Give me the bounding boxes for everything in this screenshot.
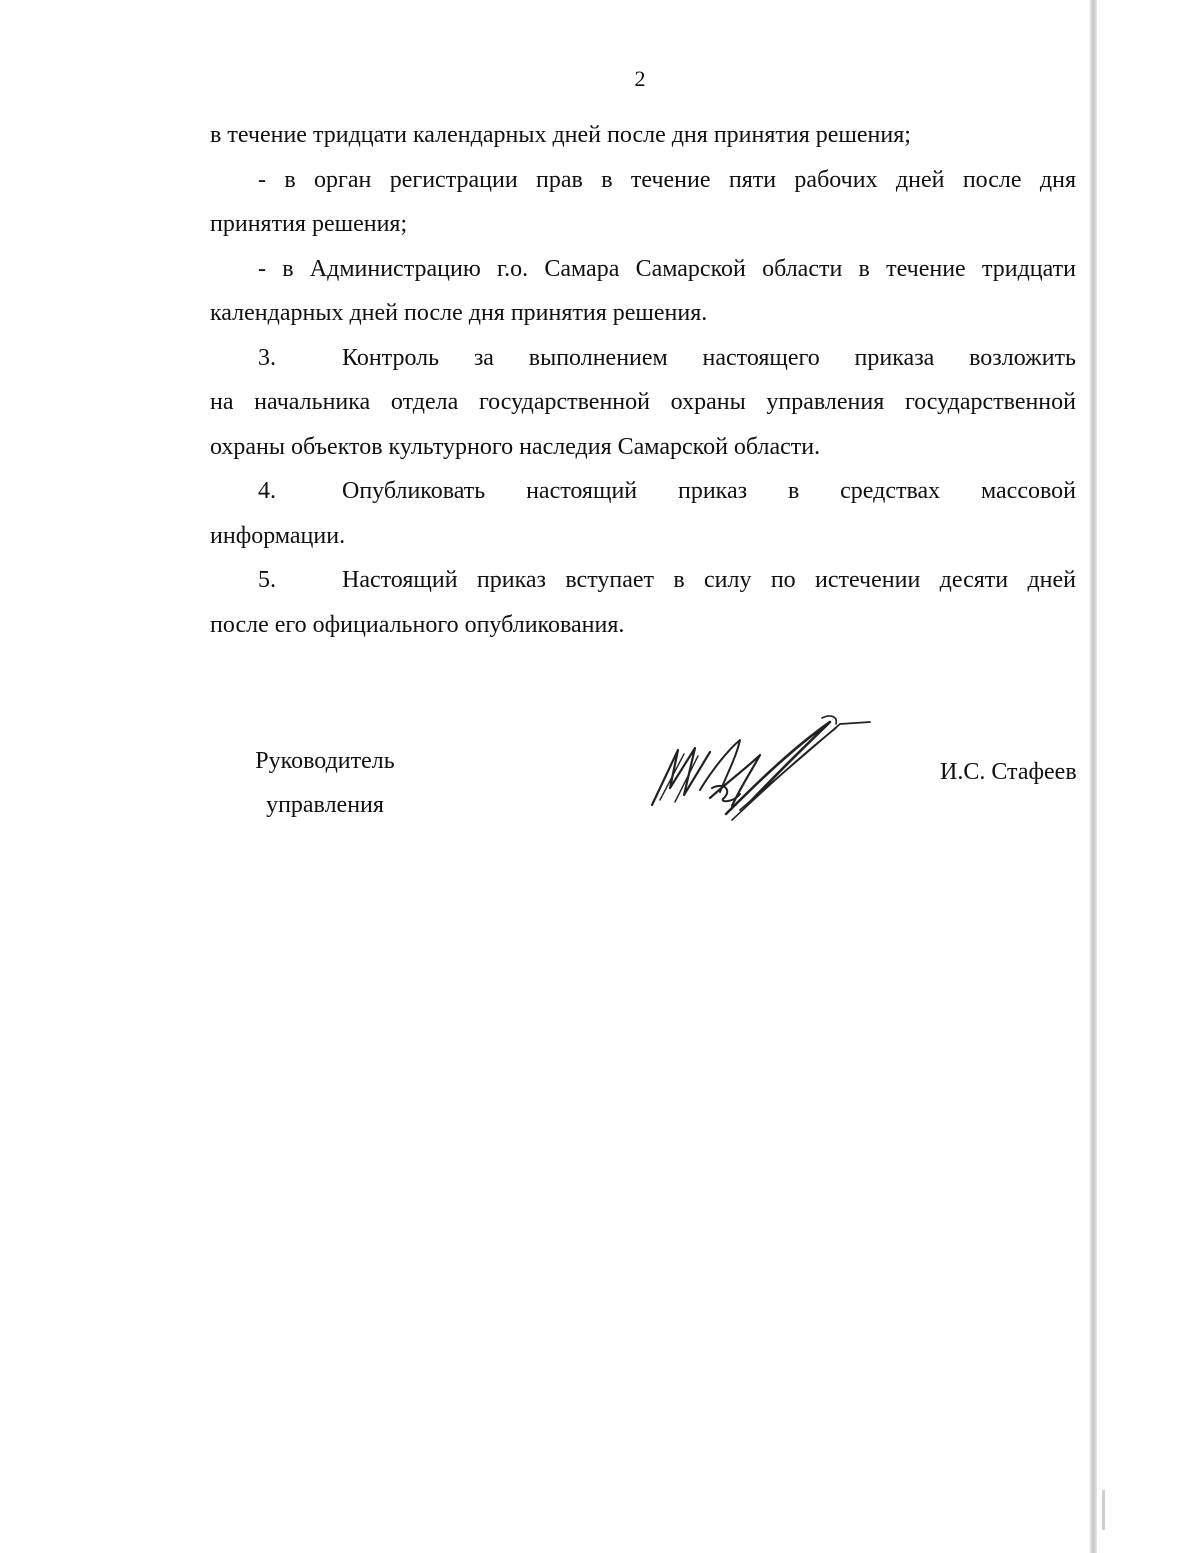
handwritten-signature: [640, 710, 880, 830]
item-4-text: Опубликовать настоящий приказ в средствах массовой: [342, 478, 1076, 504]
item-5-line1: [210, 558, 1076, 603]
signer-name: И.С. Стафеев: [940, 759, 1077, 785]
scan-edge-mark: [1102, 1490, 1105, 1530]
item-5-number: 5.: [258, 567, 276, 593]
paragraph-continuation: в течение тридцати календарных дней после дня принятия решения;: [210, 122, 911, 148]
item-4-number: 4.: [258, 478, 276, 504]
page-number: 2: [634, 66, 646, 91]
paragraph-registration-line1: - в орган регистрации прав в течение пяти рабочих дней после дня: [258, 166, 1076, 193]
item-5-text: Настоящий приказ вступает в силу по истечении десяти дней: [342, 567, 1076, 593]
item-3-line3: охраны объектов культурного наследия Самарской области.: [210, 433, 821, 460]
signer-title-line2: управления: [266, 792, 384, 818]
signer-title-line1: Руководитель: [255, 748, 395, 774]
scan-edge-shadow: [1089, 0, 1097, 1553]
item-3-line1: [210, 336, 1076, 381]
item-4-line1: [210, 469, 1076, 514]
document-body: [210, 113, 1076, 647]
paragraph-administration-line1: - в Администрацию г.о. Самара Самарской области в течение тридцати: [258, 255, 1076, 282]
item-5-line2: после его официального опубликования.: [210, 611, 625, 638]
paragraph-administration-line2: календарных дней после дня принятия решения.: [210, 300, 708, 326]
item-3-line2: на начальника отдела государственной охраны управления государственной: [210, 389, 1076, 415]
item-4-line2: информации.: [210, 522, 346, 549]
paragraph-registration-line2: принятия решения;: [210, 211, 408, 237]
item-3-text: Контроль за выполнением настоящего приказа возложить: [342, 344, 1076, 371]
item-3-number: 3.: [258, 344, 276, 371]
signer-title: [220, 739, 430, 827]
